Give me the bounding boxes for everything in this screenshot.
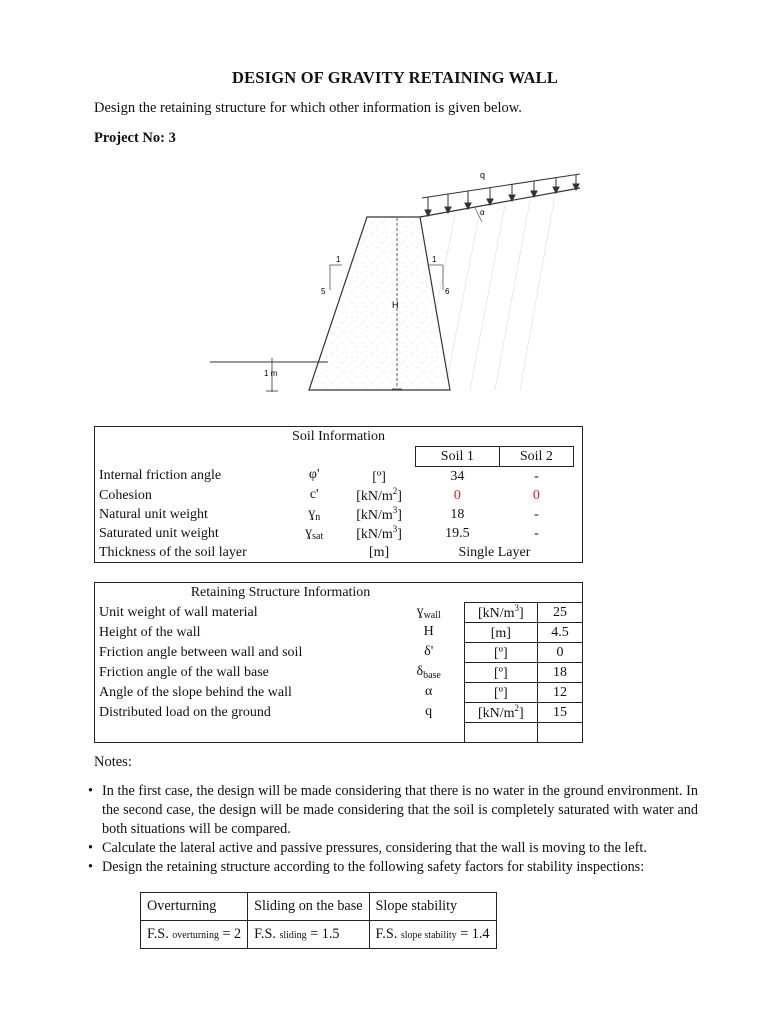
soil-table-title: Soil Information xyxy=(292,428,385,444)
row-label: Height of the wall xyxy=(99,624,201,640)
row-symbol: φ' xyxy=(308,467,320,483)
row-label: Saturated unit weight xyxy=(99,525,219,541)
row-value: 25 xyxy=(537,603,582,623)
col-soil2: Soil 2 xyxy=(499,447,573,467)
table-row xyxy=(95,623,583,643)
row-unit: [º] xyxy=(493,686,508,701)
row-label: Unit weight of wall material xyxy=(99,604,258,620)
table-row: Unit weight of wall material ɣ$_{wall}$ $[kN/m^3]$ 25 xyxy=(95,603,583,623)
header-overturning: Overturning xyxy=(141,893,248,921)
row-unit: [kN/m xyxy=(477,706,515,721)
fs-sub: sliding xyxy=(279,930,307,941)
fs-value: = 2 xyxy=(222,926,242,942)
header-slope-stability: Slope stability xyxy=(369,893,496,921)
table-row: Saturated unit weight ɣ$_{sat}$ $[kN/m^3]$ 19.5 - xyxy=(95,524,583,543)
note-text: Design the retaining structure according to the following safety factors for stability inspections: xyxy=(102,859,645,875)
fs-prefix: F.S. xyxy=(375,926,398,942)
row-symbol: ɣ xyxy=(416,603,424,619)
notes-list xyxy=(86,782,698,877)
row-label: Distributed load on the ground xyxy=(99,704,271,720)
row-label: Cohesion xyxy=(99,487,152,503)
table-row: Natural unit weight ɣ$_n$ $[kN/m^3]$ 18 - xyxy=(95,505,583,524)
row-unit: [º] xyxy=(493,646,508,661)
row-unit: [m] xyxy=(490,626,511,641)
fs-sliding xyxy=(248,921,369,949)
row-label: Friction angle between wall and soil xyxy=(99,644,303,660)
header-sliding: Sliding on the base xyxy=(248,893,369,921)
row-unit-sup: 3 xyxy=(392,524,398,534)
row-soil2: - xyxy=(534,506,539,522)
row-value: 18 xyxy=(537,663,582,683)
row-symbol: ɣ xyxy=(305,524,313,540)
table-row: Distributed load on the ground q $[kN/m^2]$ 15 xyxy=(95,703,583,723)
row-unit: [º] xyxy=(493,666,508,681)
fs-prefix: F.S. xyxy=(254,926,276,942)
row-unit-sup: 2 xyxy=(392,486,398,496)
bullet: • xyxy=(88,840,93,856)
row-value: 0 xyxy=(537,643,582,663)
project-number: Project No: 3 xyxy=(94,130,176,146)
structure-info-table xyxy=(94,582,583,743)
table-row xyxy=(95,683,583,703)
bullet: • xyxy=(88,859,93,875)
table-row xyxy=(95,643,583,663)
row-symbol-sub: base xyxy=(423,669,441,681)
row-symbol: q xyxy=(425,703,433,719)
row-soil1: 19.5 xyxy=(445,525,470,541)
table-row xyxy=(95,467,583,487)
row-soil1: 34 xyxy=(450,468,465,484)
fs-overturning xyxy=(141,921,248,949)
left-batter-triangle xyxy=(330,265,342,290)
row-soil2: - xyxy=(534,525,539,541)
row-label: Natural unit weight xyxy=(99,506,208,522)
intro-text: Design the retaining structure for which other information is given below. xyxy=(94,100,522,116)
list-item xyxy=(86,858,698,877)
row-label: Angle of the slope behind the wall xyxy=(99,684,292,700)
embed-label: 1 m xyxy=(264,369,278,378)
fs-sub: overturning xyxy=(172,930,219,941)
row-soil2: - xyxy=(534,468,539,484)
row-label: Friction angle of the wall base xyxy=(99,664,269,680)
row-unit: [kN/m xyxy=(356,527,393,542)
row-symbol-sub: wall xyxy=(423,609,441,621)
row-symbol-sub: sat xyxy=(312,530,324,542)
row-soil1: 18 xyxy=(450,506,465,522)
note-text: Calculate the lateral active and passive pressures, considering that the wall is moving to the left. xyxy=(102,840,647,856)
row-value: 12 xyxy=(537,683,582,703)
row-symbol: δ xyxy=(416,663,424,679)
load-label: q xyxy=(480,170,486,180)
row-unit: [º] xyxy=(372,469,386,485)
row-symbol: δ' xyxy=(424,643,434,659)
list-item xyxy=(86,839,698,858)
row-unit: [kN/m xyxy=(477,606,515,621)
retaining-wall-diagram xyxy=(180,160,600,410)
table-row xyxy=(95,663,583,683)
fs-slope-stability xyxy=(369,921,496,949)
table-row: Cohesion c' $[kN/m^2]$ 0 0 xyxy=(95,486,583,505)
row-value: 4.5 xyxy=(537,623,582,643)
row-symbol: H xyxy=(423,623,434,639)
row-soil2: 0 xyxy=(532,487,540,503)
thickness-unit: [m] xyxy=(368,544,390,560)
structure-table-title: Retaining Structure Information xyxy=(190,584,371,600)
right-slope-h: 1 xyxy=(432,255,437,264)
fs-prefix: F.S. xyxy=(147,926,169,942)
fs-sub: slope stability xyxy=(400,930,457,941)
wall-body xyxy=(309,217,450,390)
row-value: 15 xyxy=(537,703,582,723)
distributed-load-arrows xyxy=(422,174,580,216)
row-unit: [kN/m xyxy=(356,508,393,523)
row-symbol: α xyxy=(425,683,433,699)
slope-angle-label: α xyxy=(480,208,485,217)
left-slope-v: 5 xyxy=(321,287,326,296)
col-soil1: Soil 1 xyxy=(415,447,499,467)
table-row xyxy=(95,543,583,563)
row-soil1: 0 xyxy=(453,487,461,503)
note-text: In the first case, the design will be made considering that there is no water in the ground environment. In the second case, the design will be made considering that the soil is completely saturated with water and both situations will be compared. xyxy=(102,783,698,837)
notes-label: Notes: xyxy=(94,754,132,770)
row-symbol: c' xyxy=(309,486,319,502)
row-symbol-sub: n xyxy=(315,511,321,523)
page-title: DESIGN OF GRAVITY RETAINING WALL xyxy=(231,68,559,87)
row-unit-sup: 3 xyxy=(514,603,520,613)
height-label: H xyxy=(392,300,399,310)
list-item xyxy=(86,782,698,839)
soil-info-table xyxy=(94,426,583,563)
right-slope-v: 6 xyxy=(445,287,450,296)
thickness-value: Single Layer xyxy=(458,544,531,560)
row-symbol: ɣ xyxy=(308,505,316,521)
left-slope-h: 1 xyxy=(336,255,341,264)
fs-value: = 1.4 xyxy=(460,926,490,942)
row-unit-sup: 2 xyxy=(514,703,520,713)
row-unit: [kN/m xyxy=(356,489,393,504)
bullet: • xyxy=(88,783,93,799)
fs-value: = 1.5 xyxy=(310,926,340,942)
thickness-label: Thickness of the soil layer xyxy=(99,544,247,560)
row-unit-sup: 3 xyxy=(392,505,398,515)
safety-factor-table xyxy=(140,892,497,949)
row-label: Internal friction angle xyxy=(99,468,222,484)
